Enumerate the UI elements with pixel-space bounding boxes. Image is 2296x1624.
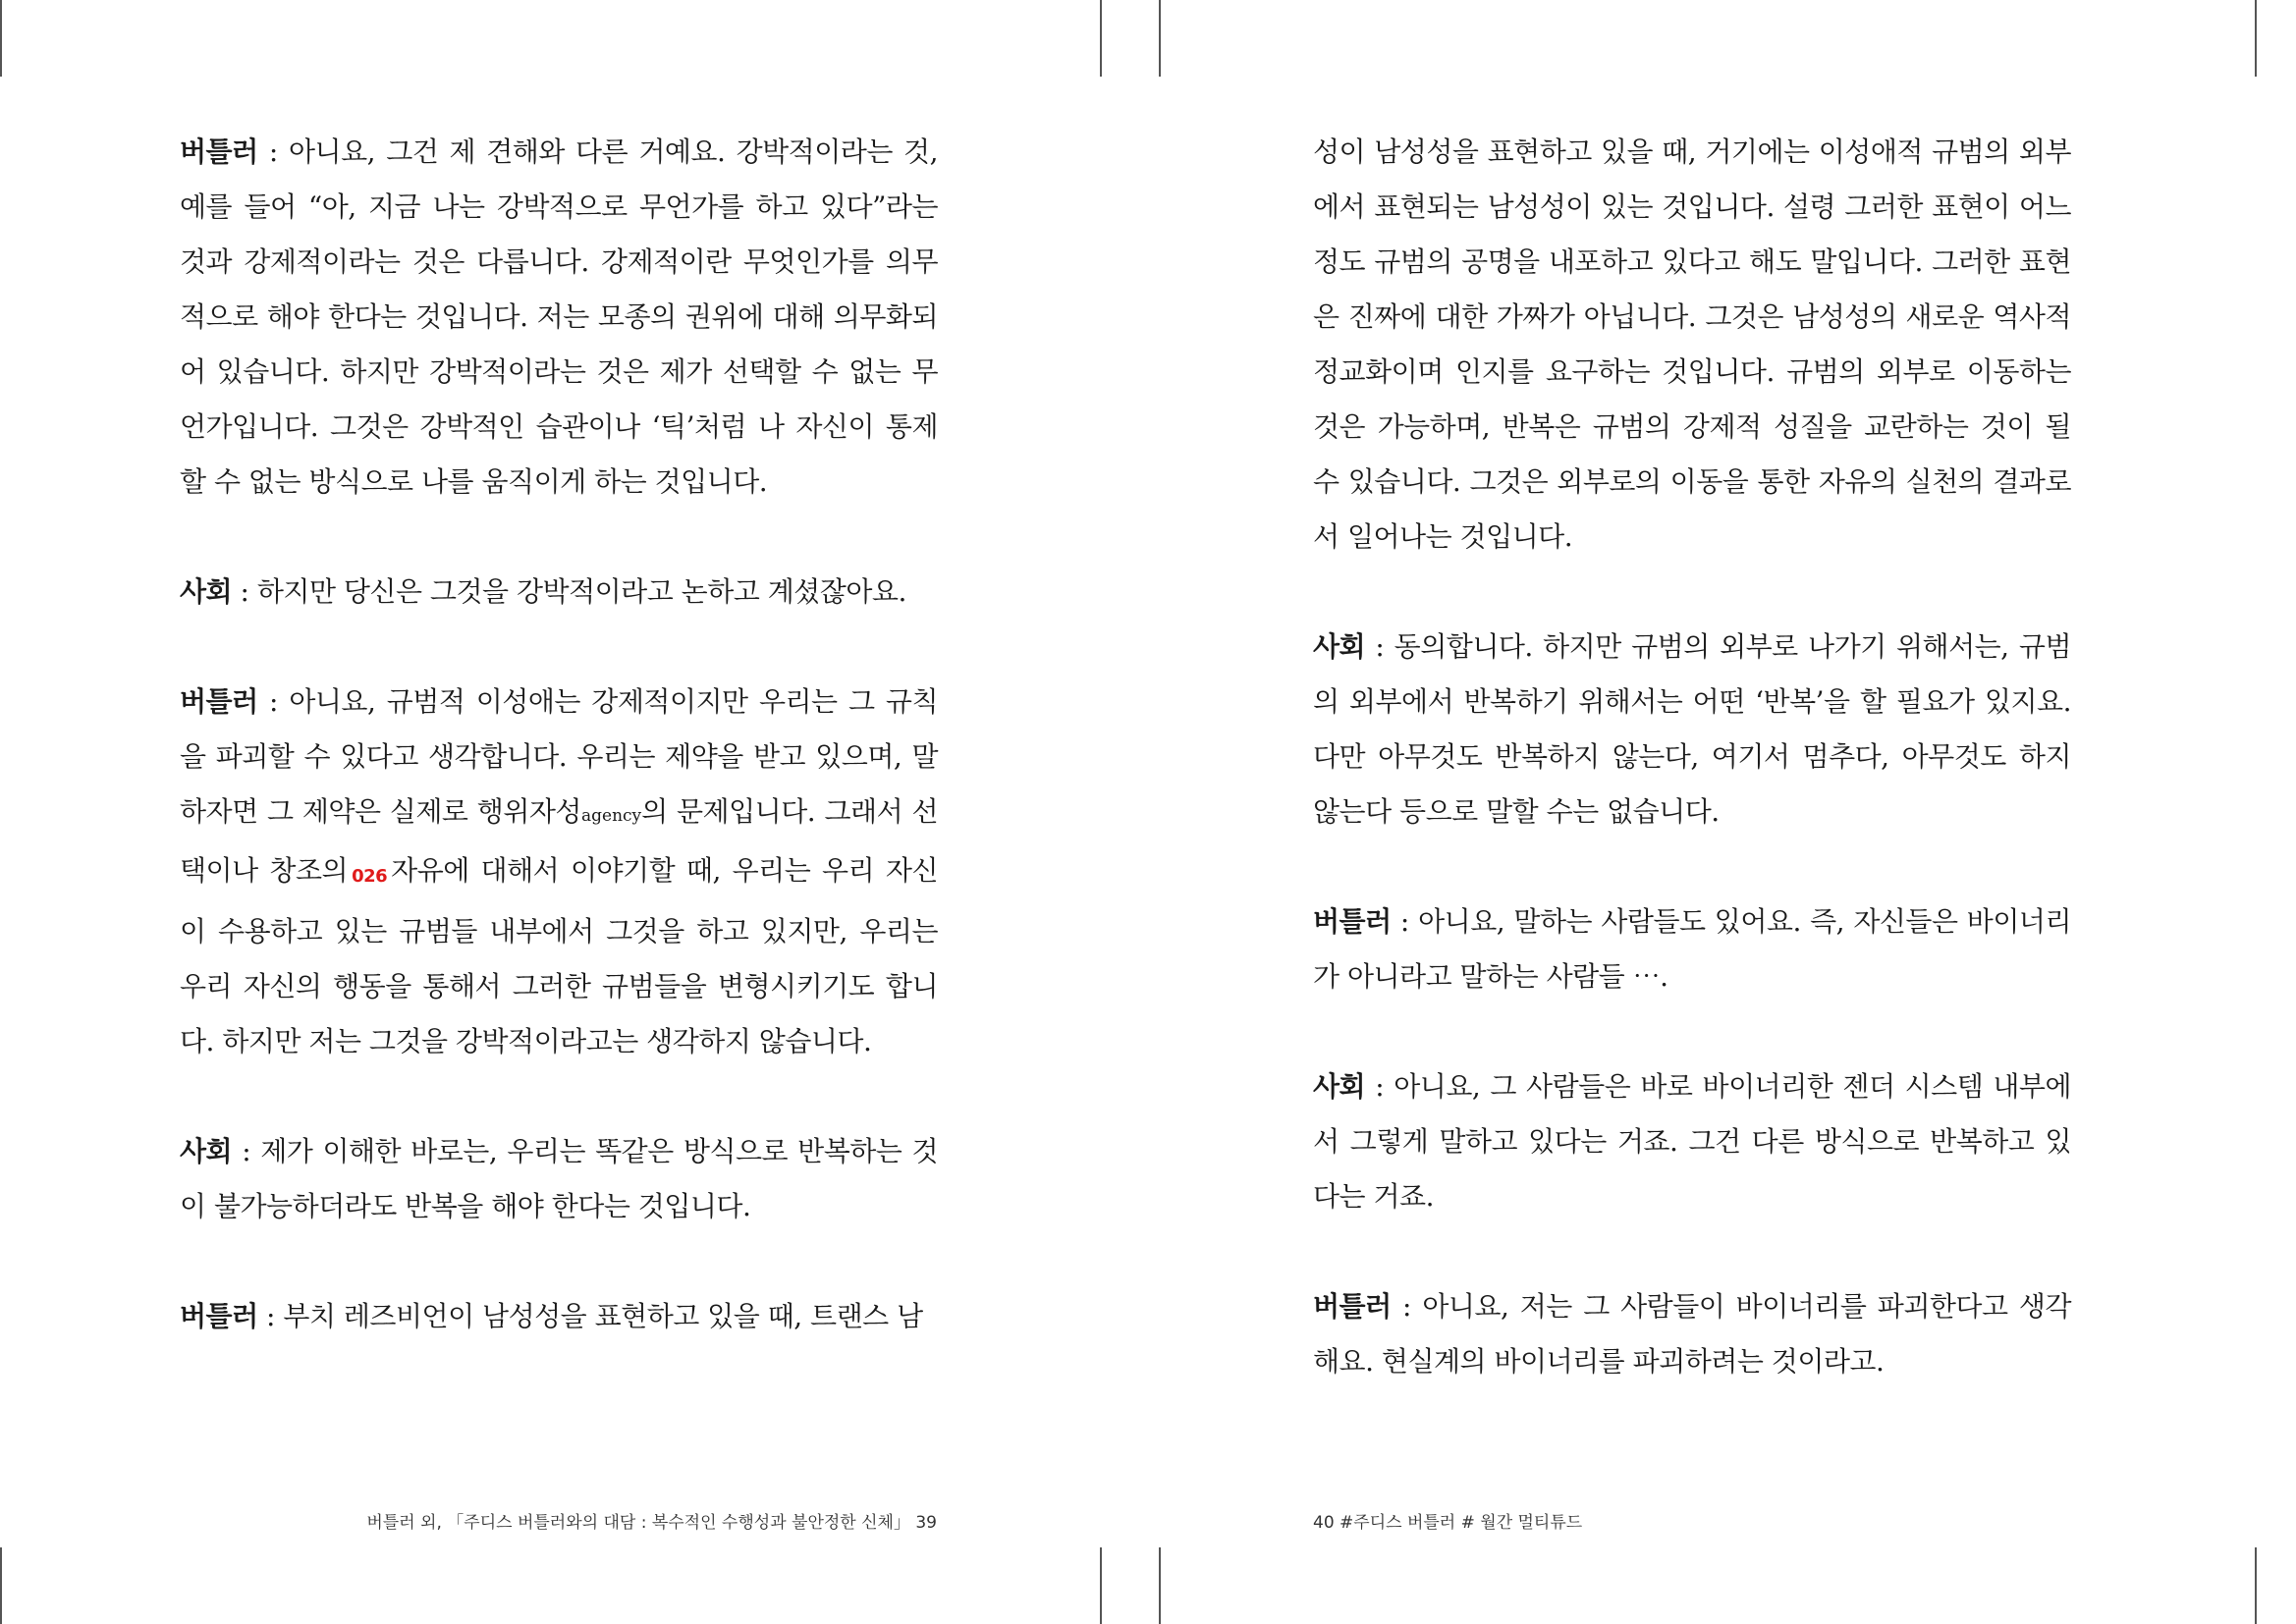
speaker-label: 버틀러 bbox=[180, 1300, 258, 1332]
dialogue-paragraph bbox=[1313, 125, 2071, 565]
page-footer: 버틀러 외, 「주디스 버틀러와의 대담 : 복수적인 수행성과 불안정한 신체」 39 bbox=[366, 1513, 937, 1533]
paragraph-text: : 동의합니다. 하지만 규범의 외부로 나가기 위해서는, 규범의 외부에서 반복하기 위해서는 어떤 ‘반복’을 할 필요가 있지요. 다만 아무것도 반복하지 않는다, 여기서 멈추다, 아무것도 하지 않는다 등으로 말할 수는 없습니다. bbox=[1313, 630, 2071, 828]
dialogue-paragraph bbox=[180, 565, 938, 620]
paragraph-text: 성이 남성성을 표현하고 있을 때, 거기에는 이성애적 규범의 외부에서 표현되는 남성성이 있는 것입니다. 설령 그러한 표현이 어느 정도 규범의 공명을 내포하고 있다고 해도 말입니다. 그러한 표현은 진짜에 대한 가짜가 아닙니다. 그것은 남성성의 새로운 역사적 정교화이며 인지를 요구하는 것입니다. 규범의 외부로 이동하는 것은 가능하며, 반복은 규범의 강제적 성질을 교란하는 것이 될 수 있습니다. 그것은 외부로의 이동을 통한 자유의 실천의 결과로서 일어나는 것입니다. bbox=[1313, 135, 2071, 553]
page-footer: 40 #주디스 버틀러 # 월간 멀티튜드 bbox=[1313, 1513, 1583, 1533]
dialogue-paragraph bbox=[1313, 1059, 2071, 1224]
paragraph-text: 자유에 대해서 이야기할 때, 우리는 우리 자신이 수용하고 있는 규범들 내부에서 그것을 하고 있지만, 우리는 우리 자신의 행동을 통해서 그러한 규범들을 변형시키기도 합니다. 하지만 저는 그것을 강박적이라고는 생각하지 않습니다. bbox=[180, 854, 938, 1057]
paragraph-text: : 하지만 당신은 그것을 강박적이라고 논하고 계셨잖아요. bbox=[232, 575, 906, 608]
speaker-label: 버틀러 bbox=[1313, 1290, 1392, 1323]
speaker-label: 버틀러 bbox=[180, 135, 258, 168]
speaker-label: 사회 bbox=[1313, 1070, 1366, 1103]
dialogue-paragraph bbox=[1313, 894, 2071, 1004]
dialogue-paragraph bbox=[180, 1124, 938, 1234]
paragraph-text: : 아니요, 그 사람들은 바로 바이너리한 젠더 시스템 내부에서 그렇게 말하고 있다는 거죠. 그건 다른 방식으로 반복하고 있다는 거죠. bbox=[1313, 1070, 2071, 1213]
speaker-label: 사회 bbox=[180, 1135, 233, 1167]
dialogue-paragraph bbox=[180, 125, 938, 510]
speaker-label: 버틀러 bbox=[180, 685, 258, 718]
paragraph-text: : 아니요, 저는 그 사람들이 바이너리를 파괴한다고 생각해요. 현실계의 바이너리를 파괴하려는 것이라고. bbox=[1313, 1290, 2071, 1378]
paragraph-text: : 아니요, 규범적 이성애는 강제적이지만 우리는 그 규칙을 파괴할 수 있다고 생각합니다. 우리는 제약을 받고 있으며, 말하자면 그 제약은 실제로 행위자성 bbox=[180, 685, 938, 828]
speaker-label: 버틀러 bbox=[1313, 905, 1392, 938]
paragraph-text: : 부치 레즈비언이 남성성을 표현하고 있을 때, 트랜스 남 bbox=[257, 1300, 923, 1332]
agency-gloss: agency bbox=[580, 806, 642, 826]
speaker-label: 사회 bbox=[1313, 630, 1366, 663]
footnote-reference[interactable]: 026 bbox=[352, 866, 388, 887]
right-page-body bbox=[1313, 125, 2071, 1444]
right-page bbox=[1148, 0, 2296, 1624]
paragraph-text: 의 문제입니다. 그래서 선택이나 창조의 bbox=[180, 795, 938, 887]
speaker-label: 사회 bbox=[180, 575, 233, 608]
paragraph-text: : 제가 이해한 바로는, 우리는 똑같은 방식으로 반복하는 것이 불가능하더라도 반복을 해야 한다는 것입니다. bbox=[180, 1135, 938, 1222]
dialogue-paragraph bbox=[180, 675, 938, 1069]
dialogue-paragraph bbox=[1313, 620, 2071, 839]
dialogue-paragraph bbox=[180, 1289, 938, 1344]
dialogue-paragraph bbox=[1313, 1279, 2071, 1389]
paragraph-text: : 아니요, 말하는 사람들도 있어요. 즉, 자신들은 바이너리가 아니라고 말하는 사람들 ⋯. bbox=[1313, 905, 2071, 993]
paragraph-text: : 아니요, 그건 제 견해와 다른 거예요. 강박적이라는 것, 예를 들어 “아, 지금 나는 강박적으로 무언가를 하고 있다”라는 것과 강제적이라는 것은 다릅니다. 강제적이란 무엇인가를 의무적으로 해야 한다는 것입니다. 저는 모종의 권위에 대해 의무화되어 있습니다. 하지만 강박적이라는 것은 제가 선택할 수 없는 무언가입니다. 그것은 강박적인 습관이나 ‘틱’처럼 나 자신이 통제할 수 없는 방식으로 나를 움직이게 하는 것입니다. bbox=[180, 135, 938, 498]
left-page-body bbox=[180, 125, 938, 1399]
